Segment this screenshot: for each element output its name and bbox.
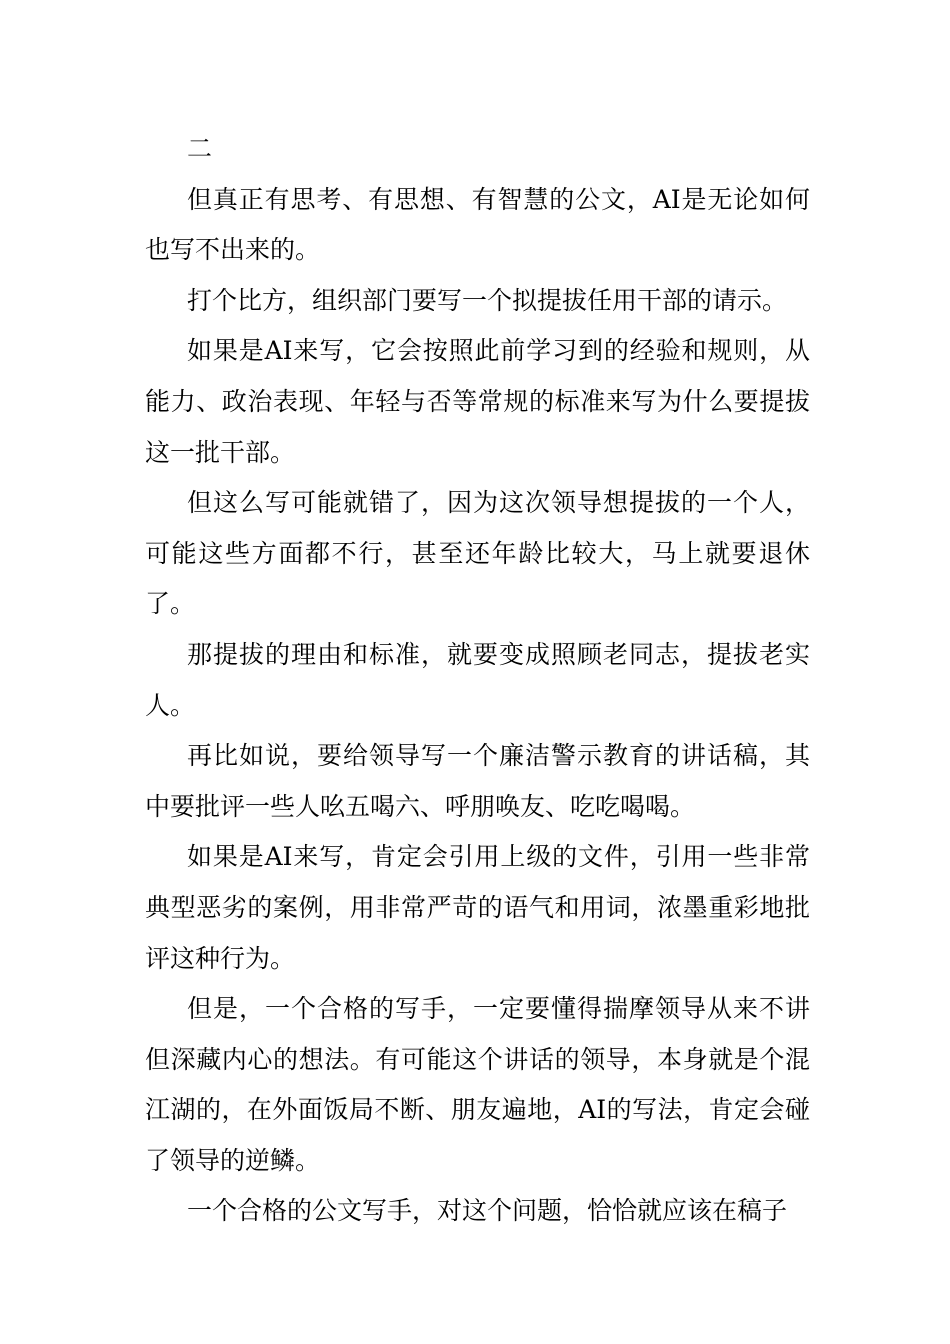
paragraph-2: 打个比方，组织部门要写一个拟提拔任用干部的请示。 [187,285,788,315]
paragraph-3: 如果是AI来写，它会按照此前学习到的经验和规则，从能力、政治表现、年轻与否等常规的标准来写为什么要提拔这一批干部。 [145,336,810,467]
paragraph-6: 再比如说，要给领导写一个廉洁警示教育的讲话稿，其中要批评一些人吆五喝六、呼朋唤友、吃吃喝喝。 [145,741,810,821]
section-number: 二 [187,134,213,163]
document-body [145,124,810,1237]
paragraph-7: 如果是AI来写，肯定会引用上级的文件，引用一些非常典型恶劣的案例，用非常严苛的语气和用词，浓墨重彩地批评这种行为。 [145,842,810,973]
paragraph-4: 但这么写可能就错了，因为这次领导想提拔的一个人，可能这些方面都不行，甚至还年龄比较大，马上就要退休了。 [145,488,810,619]
paragraph-9: 一个合格的公文写手，对这个问题，恰恰就应该在稿子 [187,1196,788,1226]
paragraph-1: 但真正有思考、有思想、有智慧的公文，AI是无论如何也写不出来的。 [145,184,810,265]
paragraph-8: 但是，一个合格的写手，一定要懂得揣摩领导从来不讲但深藏内心的想法。有可能这个讲话的领导，本身就是个混江湖的，在外面饭局不断、朋友遍地，AI的写法，肯定会碰了领导的逆鳞。 [145,994,810,1175]
paragraph-5: 那提拔的理由和标准，就要变成照顾老同志，提拔老实人。 [145,639,810,720]
